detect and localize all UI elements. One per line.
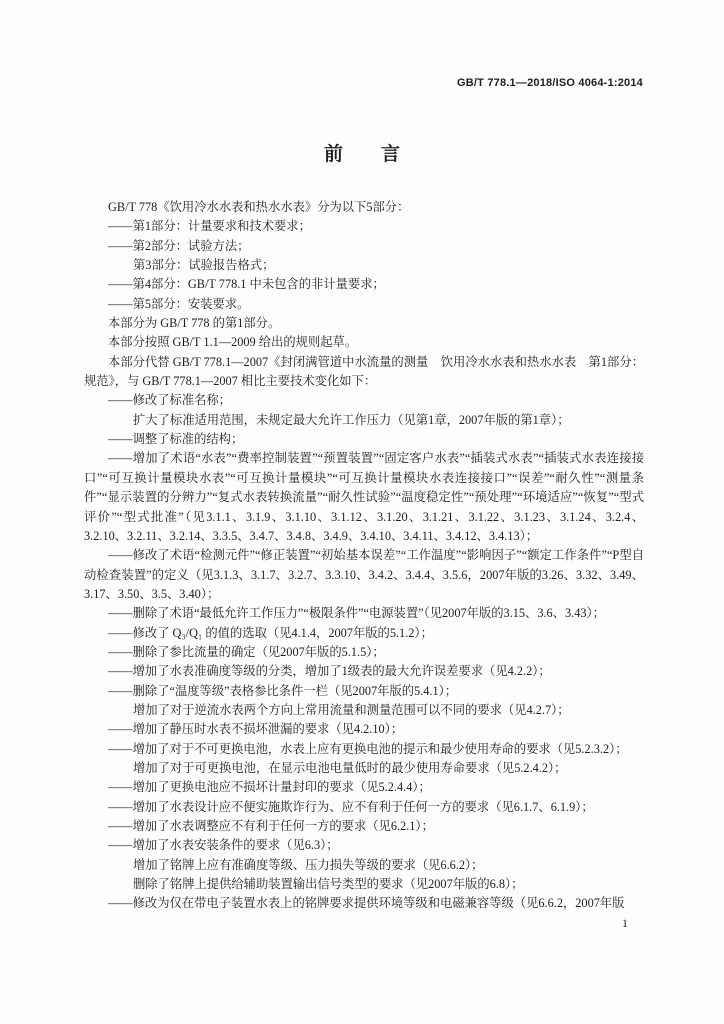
part-list-item-4: ——第4部分：GB/T 778.1 中未包含的非计量要求； [108,277,385,292]
change-list-item-5: ——修改了术语“检测元件”“修正装置”“初始基本误差”“工作温度”“影响因子”“额定工作条件”“P型自动检查装置”的定义（见3.1.3、3.1.7、3.2.7、3.3.10、3.4.2、3.4.4、3.5.6，2007年版的3.26、3.32、3.49、3.17、3.50、3.5、3.40）； [84,548,644,601]
change-list-item-13: ——增加了对于不可更换电池，水表上应有更换电池的提示和最少使用寿命的要求（见5.2.3.2）； [108,741,628,756]
preface-title: 前言 [323,143,438,165]
change-list-item-3: ——调整了标准的结构； [108,432,244,447]
change-list-item-7: ——修改了 Q₃/Q₁ 的值的选取（见4.1.4，2007年版的5.1.2）； [108,625,433,640]
part-list-item-2: ——第2部分：试验方法； [108,238,250,253]
change-list-item-14: 增加了对于可更换电池，在显示电池电量低时的最少使用寿命要求（见5.2.4.2）； [133,760,567,775]
change-list-item-12: ——增加了静压时水表不损坏泄漏的要求（见4.2.10）； [108,722,404,737]
page-number: 1 [622,915,628,930]
change-list-item-16: ——增加了水表设计应不便实施欺诈行为、应不有利于任何一方的要求（见6.1.7、6.1.9）； [108,799,594,814]
change-list-item-19: 增加了铭牌上应有准确度等级、压力损失等级的要求（见6.6.2）； [133,857,484,872]
change-list-item-15: ——增加了更换电池应不损坏计量封印的要求（见5.2.4.4）； [108,780,431,795]
part-list-item-3: 第3部分：试验报告格式； [133,258,275,273]
change-list-item-2: 扩大了标准适用范围，未规定最大允许工作压力（见第1章，2007年版的第1章）； [133,412,570,427]
change-list-item-17: ——增加了水表调整应不有利于任何一方的要求（见6.2.1）； [108,819,434,833]
change-list-item-9: ——增加了水表准确度等级的分类，增加了1级表的最大允许误差要求（见4.2.2）； [108,664,551,679]
change-list-item-6: ——删除了术语“最低允许工作压力”“极限条件”“电源装置”（见2007年版的3.15、3.6、3.43）； [108,606,605,621]
standard-number-header: GB/T 778.1—2018/ISO 4064-1:2014 [457,77,643,89]
drafting-rules-paragraph: 本部分按照 GB/T 1.1—2009 给出的规则起草。 [108,335,358,350]
change-list-item-8: ——删除了参比流量的确定（见2007年版的5.1.5）； [108,644,385,659]
change-list-item-21: ——修改为仅在带电子装置水表上的铭牌要求提供环境等级和电磁兼容等级（见6.6.2，2007年版 [108,896,625,911]
change-list-item-11: 增加了对于逆流水表两个方向上常用流量和测量范围可以不同的要求（见4.2.7）； [133,702,570,717]
part-list-item-5: ——第5部分：安装要求。 [108,296,250,311]
change-list-item-10: ——删除了“温度等级”表格参比条件一栏（见2007年版的5.4.1）； [108,683,458,698]
replacement-paragraph: 本部分代替 GB/T 778.1—2007《封闭满管道中水流量的测量 饮用冷水水表和热水水表 第1部分：规范》，与 GB/T 778.1—2007 相比主要技术变化如下： [84,354,644,389]
preface-body [84,198,644,933]
change-list-item-1: ——修改了标准名称； [108,393,231,408]
change-list-item-4: ——增加了术语“水表”“费率控制装置”“预置装置”“固定客户水表”“插装式水表”“插装式水表连接接口”“可互换计量模块水表”“可互换计量模块”“可互换计量模块水表连接接口”“误差”“耐久性”“测量条件”“显示装置的分辨力”“复式水表转换流量”“耐久性试验”“温度稳定性”“预处理”“环境适应”“恢复”“型式评价”“型式批准”（见3.1.1、3.1.9、3.1.10、3.1.12、3.1.20、3.1.21、3.1.22、3.1.23、3.1.24、3.2.4、3.2.10、3.2.11、3.2.14、3.3.5、3.4.7、3.4.8、3.4.9、3.4.10、3.4.11、3.4.12、3.4.13）； [84,451,644,543]
part-list-item-1: ——第1部分：计量要求和技术要求； [108,219,311,234]
part-statement-paragraph: 本部分为 GB/T 778 的第1部分。 [108,316,281,331]
change-list-item-20: 删除了铭牌上提供给辅助装置输出信号类型的要求（见2007年版的6.8）； [133,877,524,892]
change-list-item-18: ——增加了水表安装条件的要求（见6.3）； [108,838,339,853]
intro-paragraph: GB/T 778《饮用冷水水表和热水水表》分为以下5部分： [108,200,410,214]
